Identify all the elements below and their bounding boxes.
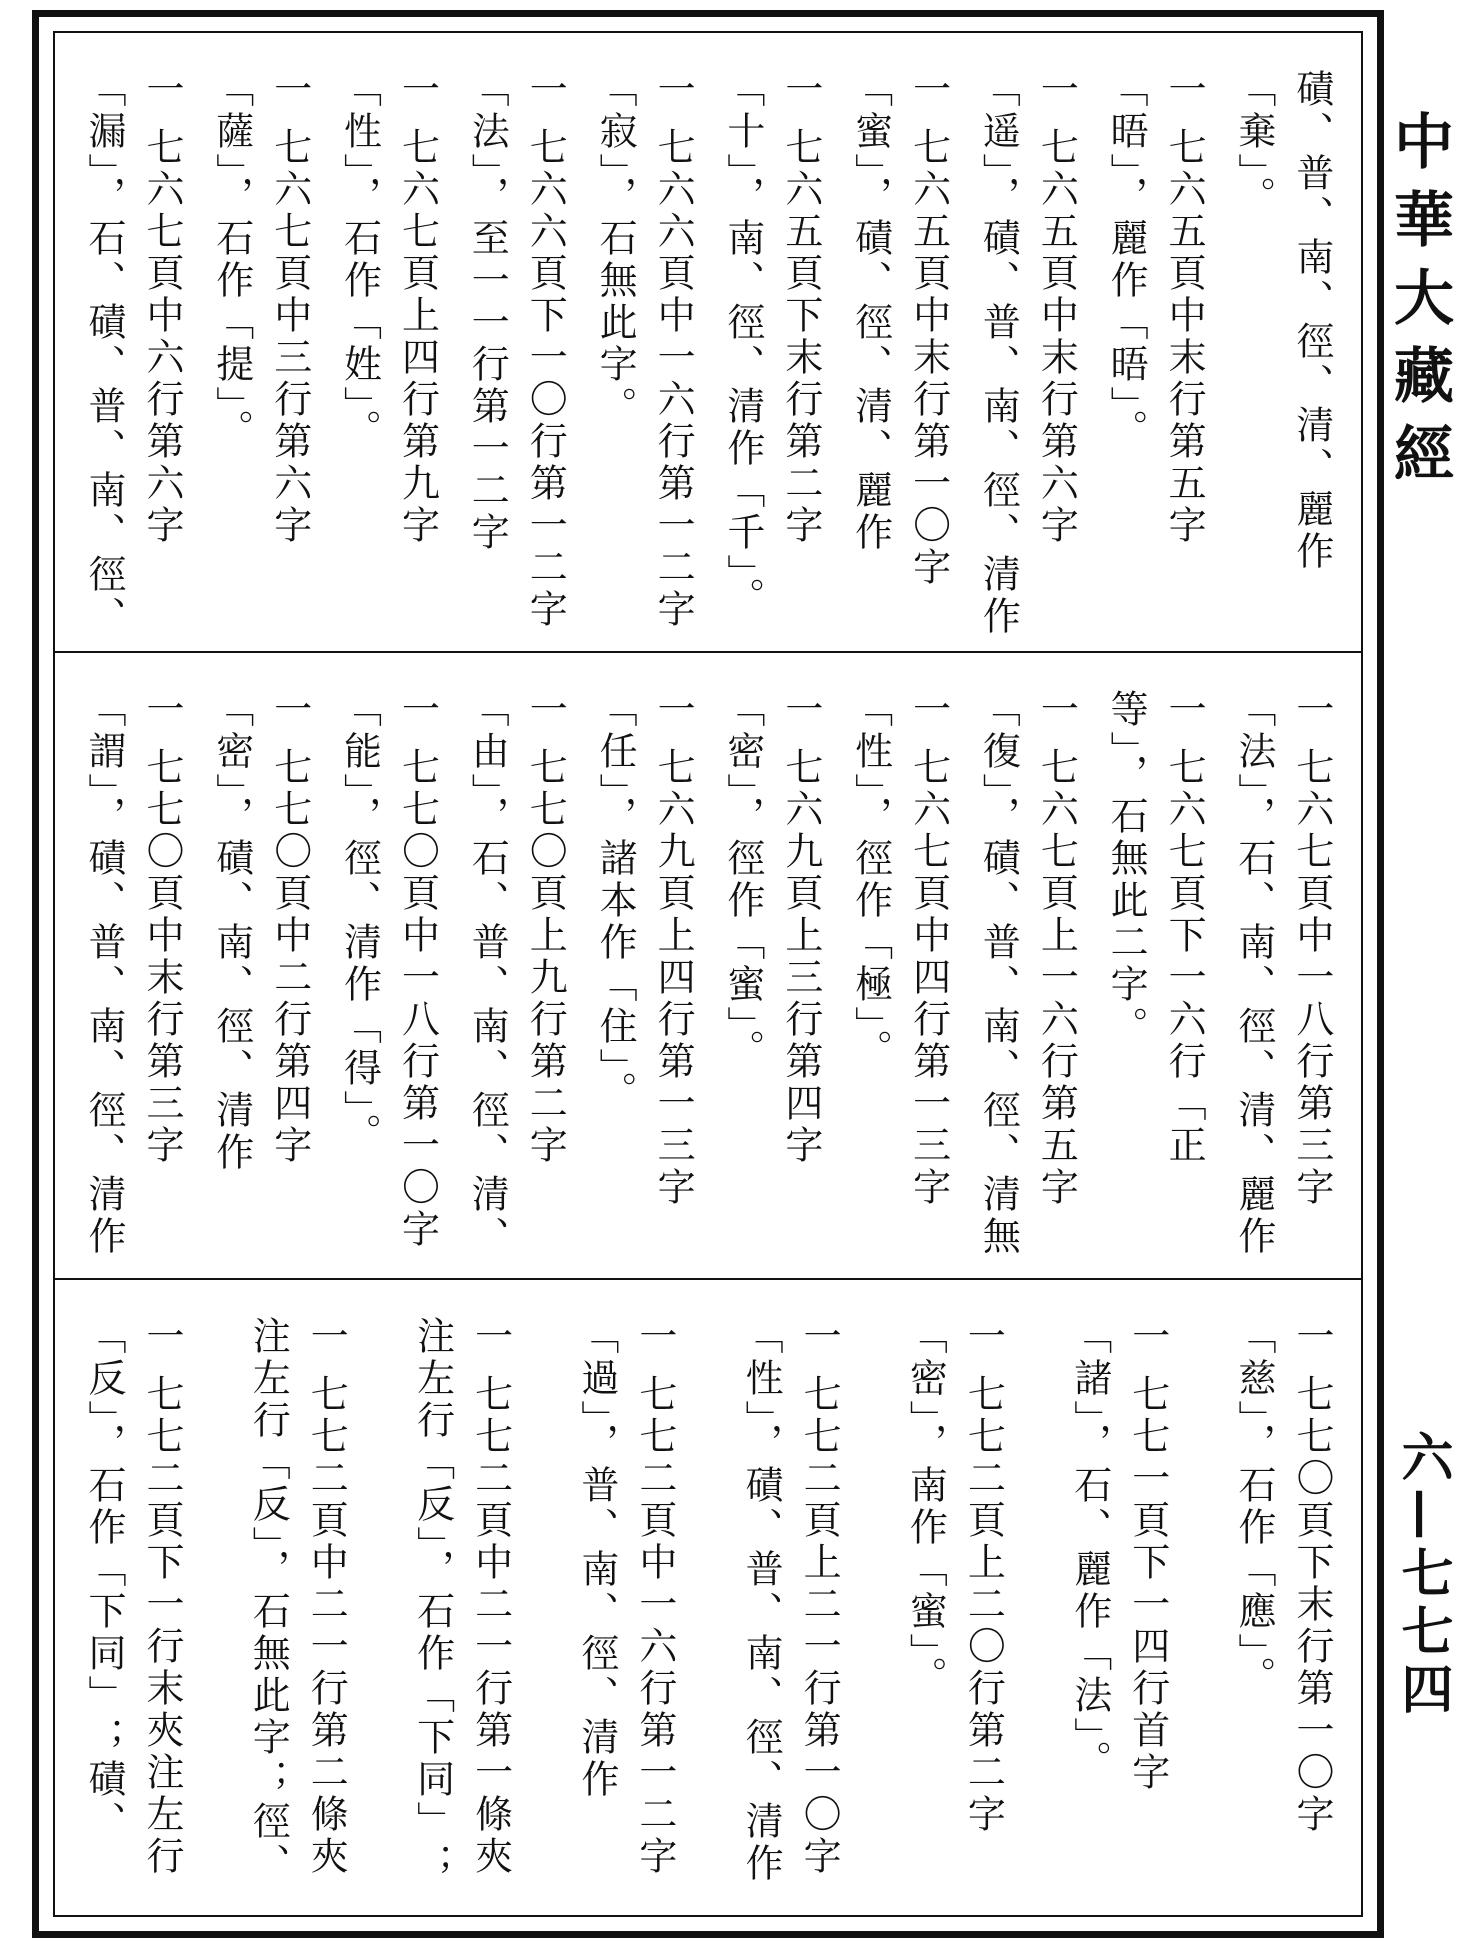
collation-note: 一 七七二頁中二一行第二條夾注左行「反」，石無此字；徑、 [246,1316,349,1885]
collation-note: 一 七六五頁中末行第五字「晤」，麗作「晤」。 [1104,69,1207,548]
collation-note: 一 七六六頁中一六行第一二字「寂」，石無此字。 [593,69,696,632]
collation-note: 一 七七二頁上二〇行第二字「密」，南作「蜜」。 [903,1316,1006,1837]
text-band-top [55,33,1361,653]
collation-note: 一 七七二頁上二一行第一〇字「性」，磧、普、南、徑、清作 [739,1316,842,1885]
collation-note: 一 七七二頁中一六行第一二字「過」，普、南、徑、清作 [574,1316,677,1879]
page-inner-border [53,31,1363,1917]
collation-note: 一 七六九頁上四行第一三字「任」，諸本作「住」。 [593,689,696,1210]
text-band-bottom [55,1280,1361,1915]
collation-note: 磧、普、南、徑、清、麗作「棄」。 [1231,69,1334,573]
collation-note: 一 七六七頁上四行第九字「性」，石作「姓」。 [337,69,440,548]
collation-note: 一 七六七頁中六行第六字「漏」，石、磧、普、南、徑、 [82,69,184,638]
collation-note: 一 七七〇頁中一八行第一〇字「能」，徑、清作「得」。 [337,689,440,1252]
collation-note: 一 七七〇頁中二行第四字「密」，磧、南、徑、清作 [209,689,312,1174]
collation-note: 一 七六七頁中三行第六字「薩」，石作「提」。 [209,69,312,548]
collection-title: 中華大藏經 [1384,110,1454,500]
collation-note: 一 七七〇頁上九行第二字「由」，石、普、南、徑、清、 [465,689,568,1258]
page-frame [32,10,1384,1938]
text-band-middle [55,653,1361,1280]
collation-note: 一 七六七頁下一六行「正等」，石無此二字。 [1104,689,1207,1168]
collation-note: 一 七六九頁上三行第四字「密」，徑作「蜜」。 [720,689,823,1168]
collation-note: 一 七六五頁中末行第一〇字「蜜」，磧、徑、清、麗作 [848,69,951,590]
collation-note: 一 七六五頁下末行第二字「十」，南、徑、清作「千」。 [720,69,823,619]
collation-note: 一 七六七頁中四行第一三字「性」，徑作「極」。 [848,689,951,1210]
collation-note: 一 七六七頁上一六行第五字「復」，磧、普、南、徑、清無 [976,689,1079,1258]
collation-note: 一 七七〇頁中末行第三字「謂」，磧、普、南、徑、清作 [82,689,184,1258]
page-number: 六—七七四 [1392,1430,1453,1720]
collation-note: 一 七七一頁下一四行首字「諸」，石、麗作「法」。 [1067,1316,1170,1795]
collation-note: 一 七七〇頁下末行第一〇字「慈」，石作「應」。 [1231,1316,1334,1837]
collation-note: 一 七六五頁中末行第六字「遥」，磧、普、南、徑、清作 [976,69,1079,638]
collation-note: 一 七七二頁中二一行第一條夾注左行「反」，石作「下同」； [410,1316,513,1885]
collation-note: 一 七七二頁下一行末夾注左行「反」，石作「下同」；磧、 [82,1316,184,1879]
collation-note: 一 七六六頁下一〇行第一二字「法」，至一一行第一二字 [465,69,568,632]
collation-note: 一 七六七頁中一八行第三字「法」，石、南、徑、清、麗作 [1231,689,1334,1258]
